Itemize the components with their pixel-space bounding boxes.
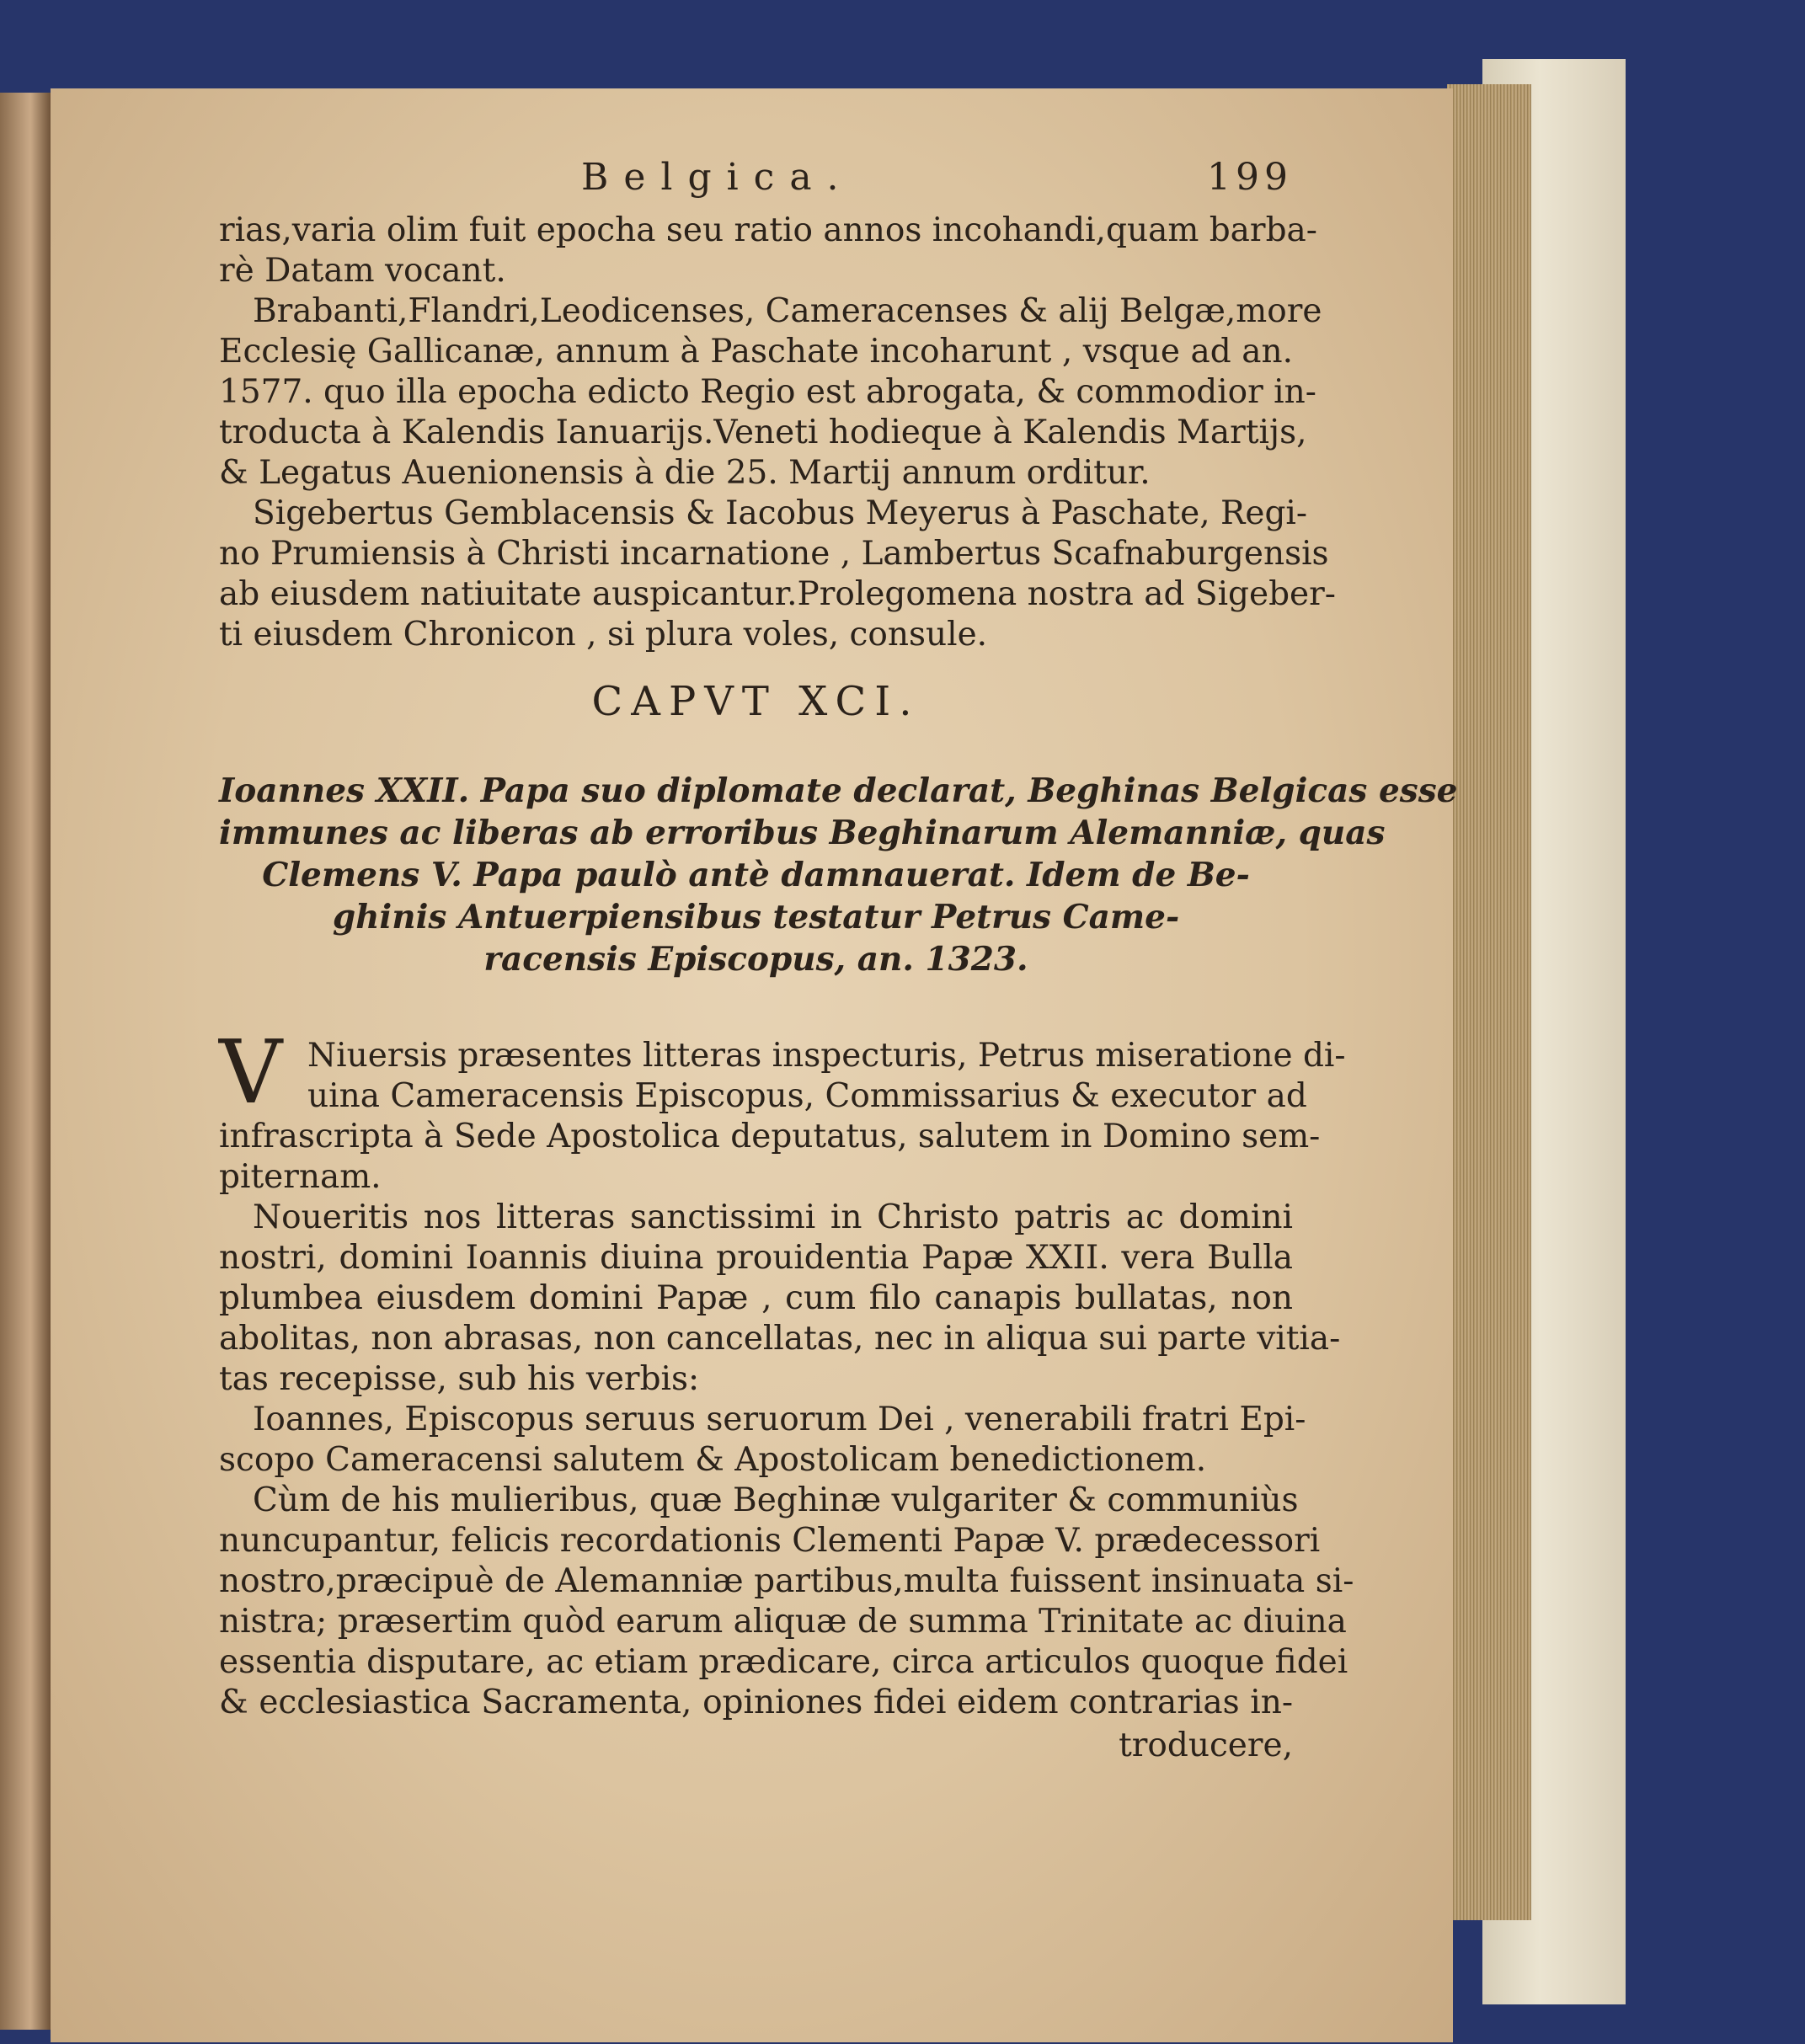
text-line: ti eiusdem Chronicon , si plura voles, consule. bbox=[219, 616, 988, 654]
drop-cap: V bbox=[219, 1021, 283, 1123]
text-line: Ioannes, Episcopus seruus seruorum Dei , venerabili fratri Epi- bbox=[253, 1401, 1306, 1438]
text-line: nostri, domini Ioannis diuina prouidentia Papæ XXII. vera Bulla bbox=[219, 1239, 1293, 1277]
text-line: ab eiusdem natiuitate auspicantur.Prolegomena nostra ad Sigeber- bbox=[219, 575, 1336, 613]
catchword: troducere, bbox=[1119, 1726, 1293, 1764]
chapter-summary-line: immunes ac liberas ab erroribus Beghinarum Alemanniæ, quas bbox=[219, 814, 1386, 852]
text-line: Brabanti,Flandri,Leodicenses, Cameracenses & alij Belgæ,more bbox=[253, 292, 1322, 330]
left-page-edge bbox=[0, 93, 51, 2030]
text-line: rè Datam vocant. bbox=[219, 252, 506, 290]
text-line: nistra; præsertim quòd earum aliquæ de summa Trinitate ac diuina bbox=[219, 1603, 1347, 1641]
text-line: nostro,præcipuè de Alemanniæ partibus,multa fuissent insinuata si- bbox=[219, 1562, 1354, 1600]
running-header bbox=[219, 156, 1293, 206]
text-line: Ecclesię Gallicanæ, annum à Paschate incoharunt , vsque ad an. bbox=[219, 333, 1293, 371]
text-line: Cùm de his mulieribus, quæ Beghinæ vulgariter & communiùs bbox=[253, 1481, 1299, 1519]
text-line: Sigebertus Gemblacensis & Iacobus Meyerus à Paschate, Regi- bbox=[253, 494, 1308, 532]
text-line: tas recepisse, sub his verbis: bbox=[219, 1360, 700, 1398]
text-line: abolitas, non abrasas, non cancellatas, nec in aliqua sui parte vitia- bbox=[219, 1320, 1341, 1358]
text-line: rias,varia olim fuit epocha seu ratio annos incohandi,quam barba- bbox=[219, 211, 1317, 249]
text-line: scopo Cameracensi salutem & Apostolicam benedictionem. bbox=[219, 1441, 1207, 1479]
text-line: troducta à Kalendis Ianuarijs.Veneti hodieque à Kalendis Martijs, bbox=[219, 414, 1307, 451]
text-line: Noueritis nos litteras sanctissimi in Christo patris ac domini bbox=[253, 1198, 1293, 1236]
page-edges bbox=[1447, 84, 1531, 1920]
page-number: 199 bbox=[1207, 156, 1293, 199]
book-page bbox=[51, 88, 1458, 2042]
running-title: Belgica. bbox=[581, 156, 854, 199]
text-line: & ecclesiastica Sacramenta, opiniones fidei eidem contrarias in- bbox=[219, 1684, 1293, 1721]
chapter-summary-line: Ioannes XXII. Papa suo diplomate declarat, Beghinas Belgicas esse bbox=[219, 771, 1458, 810]
chapter-title: CAPVT XCI. bbox=[591, 678, 921, 725]
text-line: uina Cameracensis Episcopus, Commissarius & executor ad bbox=[307, 1077, 1307, 1115]
text-line: no Prumiensis à Christi incarnatione , Lambertus Scafnaburgensis bbox=[219, 535, 1329, 573]
text-line: nuncupantur, felicis recordationis Clementi Papæ V. prædecessori bbox=[219, 1522, 1321, 1560]
text-line: Niuersis præsentes litteras inspecturis, Petrus miseratione di- bbox=[307, 1037, 1346, 1075]
text-line: & Legatus Auenionensis à die 25. Martij annum orditur. bbox=[219, 454, 1151, 492]
text-line: piternam. bbox=[219, 1158, 382, 1196]
text-line: essentia disputare, ac etiam prædicare, circa articulos quoque fidei bbox=[219, 1643, 1348, 1681]
text-line: plumbea eiusdem domini Papæ , cum filo canapis bullatas, non bbox=[219, 1279, 1293, 1317]
chapter-summary-line: ghinis Antuerpiensibus testatur Petrus Came- bbox=[332, 898, 1180, 937]
chapter-summary-line: Clemens V. Papa paulò antè damnauerat. Idem de Be- bbox=[262, 856, 1250, 894]
chapter-summary-line: racensis Episcopus, an. 1323. bbox=[483, 940, 1028, 979]
text-line: 1577. quo illa epocha edicto Regio est abrogata, & commodior in- bbox=[219, 373, 1316, 411]
text-line: infrascripta à Sede Apostolica deputatus, salutem in Domino sem- bbox=[219, 1118, 1321, 1155]
